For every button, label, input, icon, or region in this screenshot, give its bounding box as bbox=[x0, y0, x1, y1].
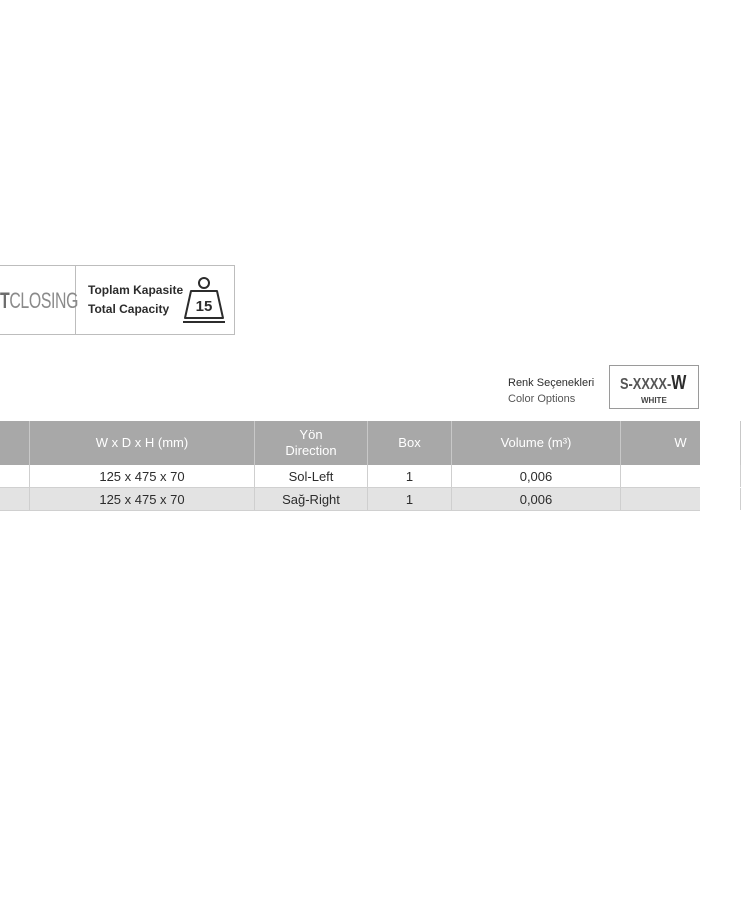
feature-badges bbox=[0, 265, 235, 335]
table-cell bbox=[621, 488, 741, 510]
color-options-label bbox=[508, 375, 594, 407]
header-cell bbox=[0, 421, 30, 465]
table-row bbox=[0, 465, 700, 488]
color-name: WHITE bbox=[641, 396, 667, 405]
capacity-label-tr: Toplam Kapasite bbox=[88, 283, 184, 297]
header-box: Box bbox=[368, 421, 452, 465]
table-cell: Sağ-Right bbox=[255, 488, 368, 510]
table-cell: 125 x 475 x 70 bbox=[30, 488, 255, 510]
table-row bbox=[0, 488, 700, 511]
table-cell bbox=[0, 465, 30, 487]
capacity-value: 15 bbox=[195, 298, 213, 315]
header-dimensions: W x D x H (mm) bbox=[30, 421, 255, 465]
color-options-label-en: Color Options bbox=[508, 393, 576, 405]
table-cell: Sol-Left bbox=[255, 465, 368, 487]
table-cell: 125 x 475 x 70 bbox=[30, 465, 255, 487]
table-cell: 0,006 bbox=[452, 488, 621, 510]
color-options-label-tr: Renk Seçenekleri bbox=[508, 377, 595, 389]
product-table bbox=[0, 421, 700, 511]
color-option-white bbox=[609, 365, 699, 409]
table-cell bbox=[0, 488, 30, 510]
header-direction: Yön Direction bbox=[255, 421, 368, 465]
table-header bbox=[0, 421, 700, 465]
soft-closing-text: TCLOSING bbox=[0, 288, 79, 313]
table-cell: 1 bbox=[368, 465, 452, 487]
table-cell bbox=[621, 465, 741, 487]
header-weight: W bbox=[621, 421, 741, 465]
capacity-label bbox=[88, 281, 183, 319]
table-cell: 1 bbox=[368, 488, 452, 510]
color-code: S-XXXX-W bbox=[620, 372, 687, 394]
capacity-label-en: Total Capacity bbox=[88, 302, 170, 316]
weight-icon bbox=[183, 274, 225, 326]
header-volume: Volume (m³) bbox=[452, 421, 621, 465]
table-cell: 0,006 bbox=[452, 465, 621, 487]
soft-closing-badge bbox=[0, 266, 79, 334]
